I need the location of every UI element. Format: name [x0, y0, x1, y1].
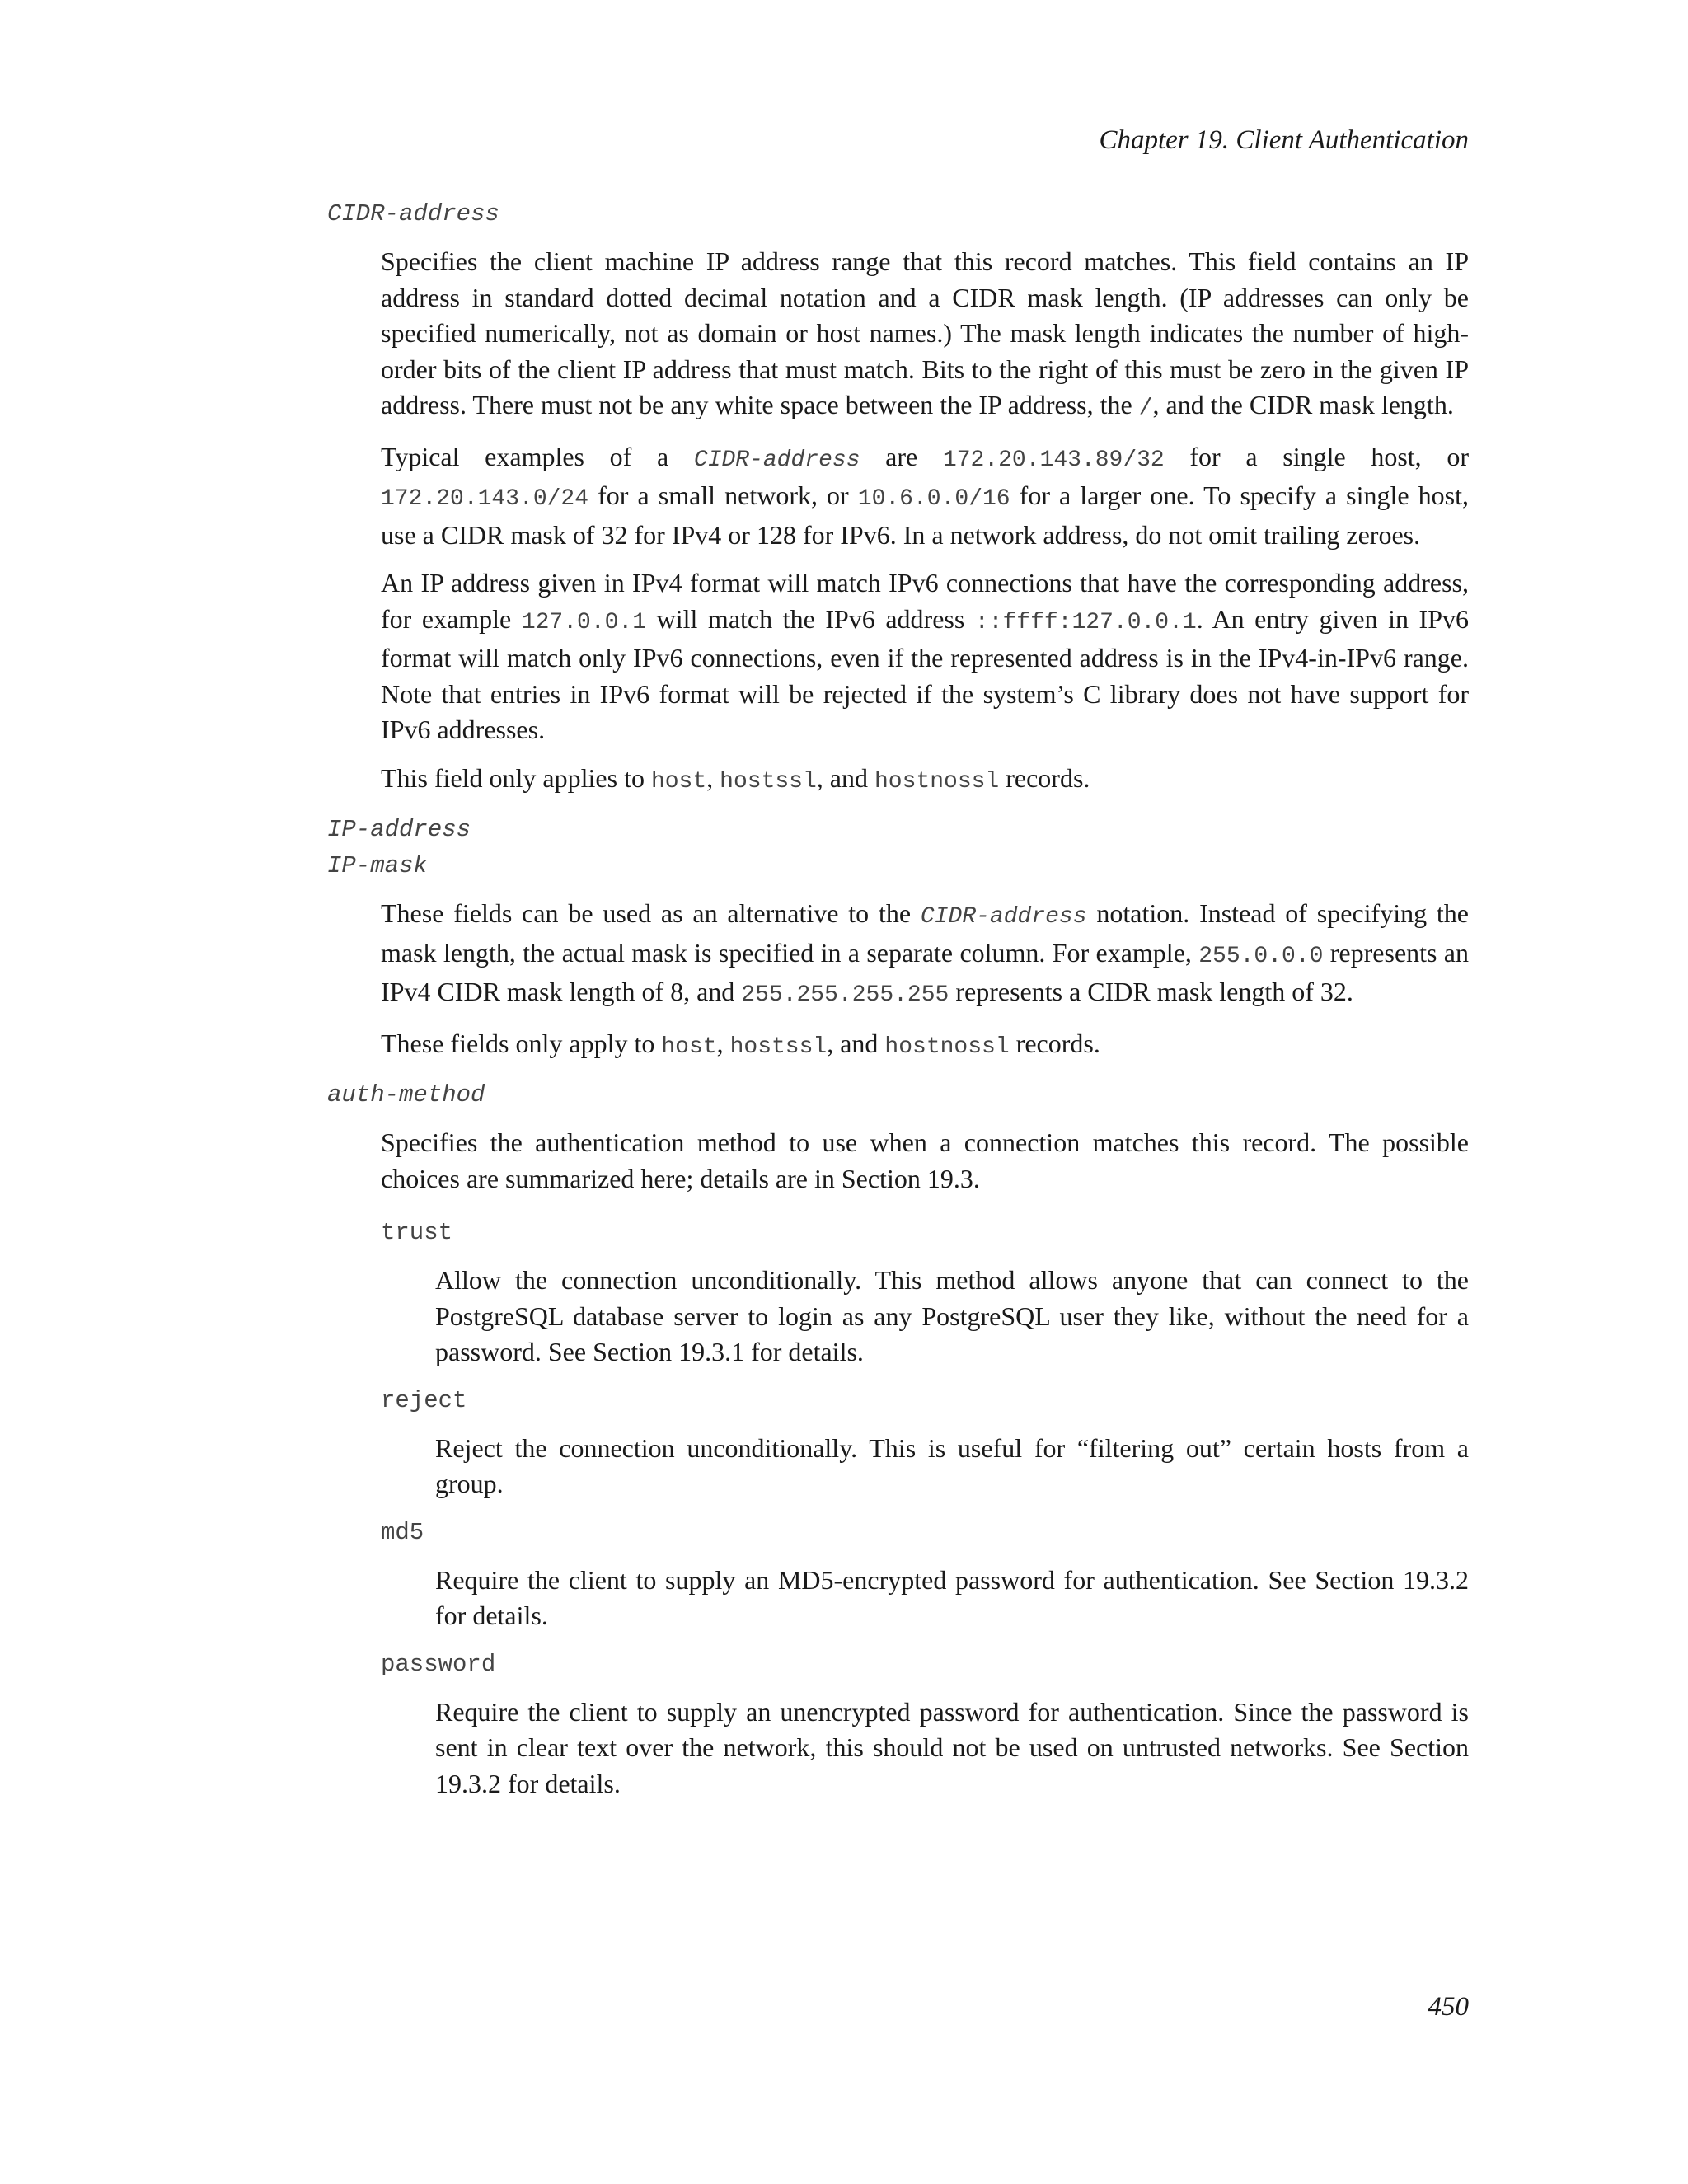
method-desc-password-wrap [435, 1694, 1469, 1802]
example-code-2: 172.20.143.0/24 [381, 486, 589, 512]
cidr-paragraph-1 [381, 244, 1469, 427]
code-hostnossl: hostnossl [874, 768, 1000, 794]
method-desc-password: Require the client to supply an unencrypted password for authentication. Since the password is sent in clear text over the network, this should not be used on untrusted networks. See Section 19.3.2 for details. [435, 1696, 1469, 1798]
ipmask-p2-b: , [716, 1028, 730, 1058]
running-header: Chapter 19. Client Authentication [1099, 125, 1469, 155]
cidr-p1-text: Specifies the client machine IP address range that this record matches. This field contains an IP address in standard dotted decimal notation and a CIDR mask length. (IP addresses can only be specified numerically, not as domain or host names.) The mask length indicates the number of high-order bits of the client IP address that must match. Bits to the right of this must be zero in the given IP address. There must not be any white space between the IP address, the [381, 246, 1469, 419]
method-term-password: password [381, 1650, 496, 1678]
cidr-description [381, 244, 1469, 799]
term-cidr-address: CIDR-address [327, 200, 499, 227]
term-ip-address: IP-address [327, 816, 471, 843]
ipmask-p1-b: notation. Instead of specifying the mask length, the actual mask is specified in a separate column. For example, [381, 898, 1470, 968]
method-desc-reject: Reject the connection unconditionally. This is useful for “filtering out” certain hosts from a group. [435, 1432, 1469, 1498]
mask-example-1: 255.0.0.0 [1198, 943, 1324, 969]
term-ip-mask: IP-mask [327, 852, 428, 879]
method-term-md5: md5 [381, 1518, 424, 1546]
ipmask-p2-d: records. [1009, 1028, 1100, 1058]
method-desc-reject-wrap [435, 1431, 1469, 1502]
method-term-reject: reject [381, 1386, 467, 1414]
ipmask-p1-a: These fields can be used as an alternative to the [381, 898, 921, 928]
auth-description [381, 1125, 1469, 1197]
method-desc-trust-wrap [435, 1263, 1469, 1371]
cidr-p4-b: , [706, 762, 720, 793]
auth-paragraph-1: Specifies the authentication method to use when a connection matches this record. The possible choices are summarized here; details are in Section 19.3. [381, 1127, 1469, 1193]
method-term-trust: trust [381, 1219, 453, 1246]
page-number: 450 [1428, 1992, 1469, 2022]
code-hostssl: hostssl [720, 768, 817, 794]
cidr-p2-c: for a single host, or [1164, 441, 1470, 471]
ipmask-term-inline: CIDR-address [920, 904, 1087, 930]
cidr-p4-a: This field only applies to [381, 762, 651, 793]
ipmask-paragraph-1 [381, 896, 1469, 1014]
example-code-1: 172.20.143.89/32 [942, 447, 1165, 473]
cidr-p3-a: An IP address given in IPv4 format will match IPv6 connections that have the corresponding address, for example [381, 568, 1469, 634]
cidr-p2-e: for a larger one. To specify a single host, use a CIDR mask of 32 for IPv4 or 128 for IPv6. In a network address, do not omit trailing zeroes. [381, 480, 1470, 550]
method-desc-trust: Allow the connection unconditionally. This method allows anyone that can connect to the PostgreSQL database server to login as any PostgreSQL user they like, without the need for a password. See Section 19.3.1 for details. [435, 1265, 1469, 1366]
code-hostssl: hostssl [729, 1033, 828, 1060]
cidr-paragraph-2 [381, 439, 1469, 554]
cidr-p3-b: will match the IPv6 address [646, 603, 975, 634]
code-host: host [661, 1033, 717, 1060]
cidr-p2-b: are [860, 441, 943, 471]
ipmask-description [381, 896, 1469, 1065]
page-content [327, 196, 1469, 1814]
cidr-p4-c: , and [816, 762, 874, 793]
cidr-p4-d: records. [999, 762, 1090, 793]
example-code-ipv6: ::ffff:127.0.0.1 [974, 609, 1197, 635]
ipmask-paragraph-2 [381, 1026, 1469, 1066]
cidr-p3-c: . An entry given in IPv6 format will match only IPv6 connections, even if the represented address is in the IPv4-in-IPv6 range. Note that entries in IPv6 format will be rejected if the system’s C library does not have support for IPv6 addresses. [381, 603, 1470, 744]
example-code-ipv4: 127.0.0.1 [521, 609, 647, 635]
method-desc-md5: Require the client to supply an MD5-encrypted password for authentication. See Section 19.3.2 for details. [435, 1564, 1469, 1630]
cidr-paragraph-4 [381, 761, 1469, 800]
cidr-p2-a: Typical examples of a [381, 441, 694, 471]
ipmask-p2-a: These fields only apply to [381, 1028, 662, 1058]
cidr-p1-end: , and the CIDR mask length. [1152, 390, 1454, 419]
mask-example-2: 255.255.255.255 [741, 982, 950, 1008]
cidr-p2-d: for a small network, or [588, 480, 858, 510]
ipmask-p1-d: represents a CIDR mask length of 32. [949, 977, 1353, 1006]
ipmask-p1-c: represents an IPv4 CIDR mask length of 8, and [381, 937, 1470, 1006]
method-desc-md5-wrap [435, 1563, 1469, 1634]
cidr-term-inline: CIDR-address [693, 447, 860, 473]
slash-code: / [1138, 396, 1153, 421]
example-code-3: 10.6.0.0/16 [857, 486, 1010, 512]
code-hostnossl: hostnossl [884, 1033, 1010, 1060]
cidr-paragraph-3 [381, 565, 1469, 748]
term-auth-method: auth-method [327, 1081, 485, 1108]
ipmask-p2-c: , and [827, 1028, 885, 1058]
code-host: host [650, 768, 707, 794]
